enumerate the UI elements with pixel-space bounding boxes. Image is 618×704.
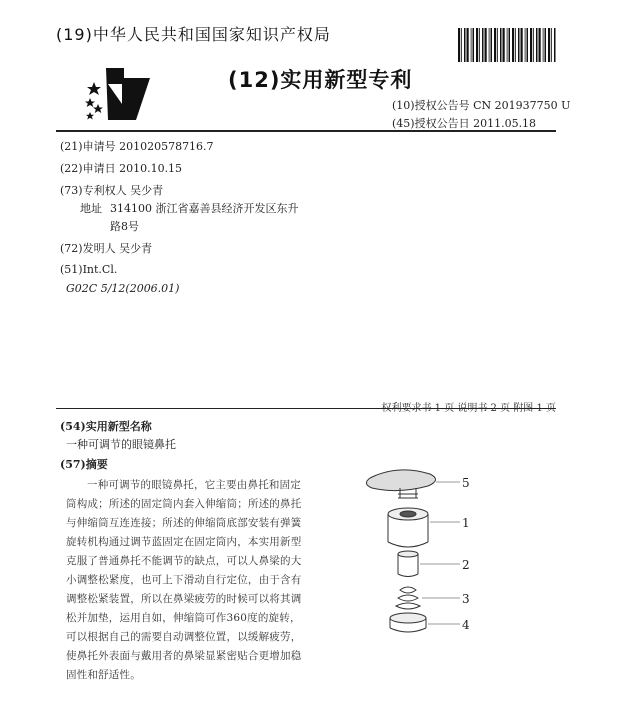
drawing-label-5: 5 [462, 476, 470, 490]
header-divider [56, 130, 556, 132]
barcode [458, 28, 558, 62]
issuing-office: (19)中华人民共和国国家知识产权局 [56, 25, 331, 44]
patent-office-logo-icon [84, 64, 154, 124]
drawing-label-3: 3 [462, 592, 470, 606]
utility-model-title: 一种可调节的眼镜鼻托 [66, 438, 176, 451]
inventor: (72)发明人 吴少青 [60, 242, 153, 255]
exploded-view-drawing [358, 466, 518, 646]
publication-number: (10)授权公告号 CN 201937750 U [392, 99, 571, 112]
drawing-label-1: 1 [462, 516, 470, 530]
address-label: 地址 [80, 202, 102, 215]
application-date: (22)申请日 2010.10.15 [60, 162, 183, 175]
utility-model-title-label: (54)实用新型名称 [60, 420, 152, 433]
application-number: (21)申请号 201020578716.7 [60, 140, 214, 153]
section-divider [56, 408, 556, 409]
address-line-2: 路8号 [110, 220, 139, 233]
int-cl-label: (51)Int.Cl. [60, 263, 118, 276]
address-line-1: 314100 浙江省嘉善县经济开发区东升 [110, 202, 299, 215]
drawing-label-4: 4 [462, 618, 470, 632]
page-counts: 权利要求书 1 页 说明书 2 页 附图 1 页 [381, 403, 556, 414]
publication-date: (45)授权公告日 2011.05.18 [392, 117, 537, 130]
drawing-label-2: 2 [462, 558, 470, 572]
abstract-text: 一种可调节的眼镜鼻托，它主要由鼻托和固定筒构成；所述的固定筒内套入伸缩筒；所述的鼻托与伸缩筒互连连接；所述的伸缩筒底部安装有弹簧旋转机构通过调节蓝固定在固定筒内，本实用新型克服了普通鼻托不能调节的缺点，可以人鼻梁的大小调整松紧度，也可上下滑动自行定位，由于含有调整松紧装置，所以在鼻梁疲劳的时候可以将其调松并加垫，运用自如，伸缩筒可作360度的旋转，可以根据自己的需要自动调整位置，以缓解疲劳，使鼻托外表面与戴用者的鼻梁显紧密贴合更增加稳固性和舒适性。 [66, 479, 302, 681]
patentee: (73)专利权人 吴少青 [60, 184, 164, 197]
abstract-label: (57)摘要 [60, 458, 108, 471]
document-type-title: (12)实用新型专利 [228, 68, 413, 92]
int-cl-value: G02C 5/12(2006.01) [66, 282, 180, 295]
